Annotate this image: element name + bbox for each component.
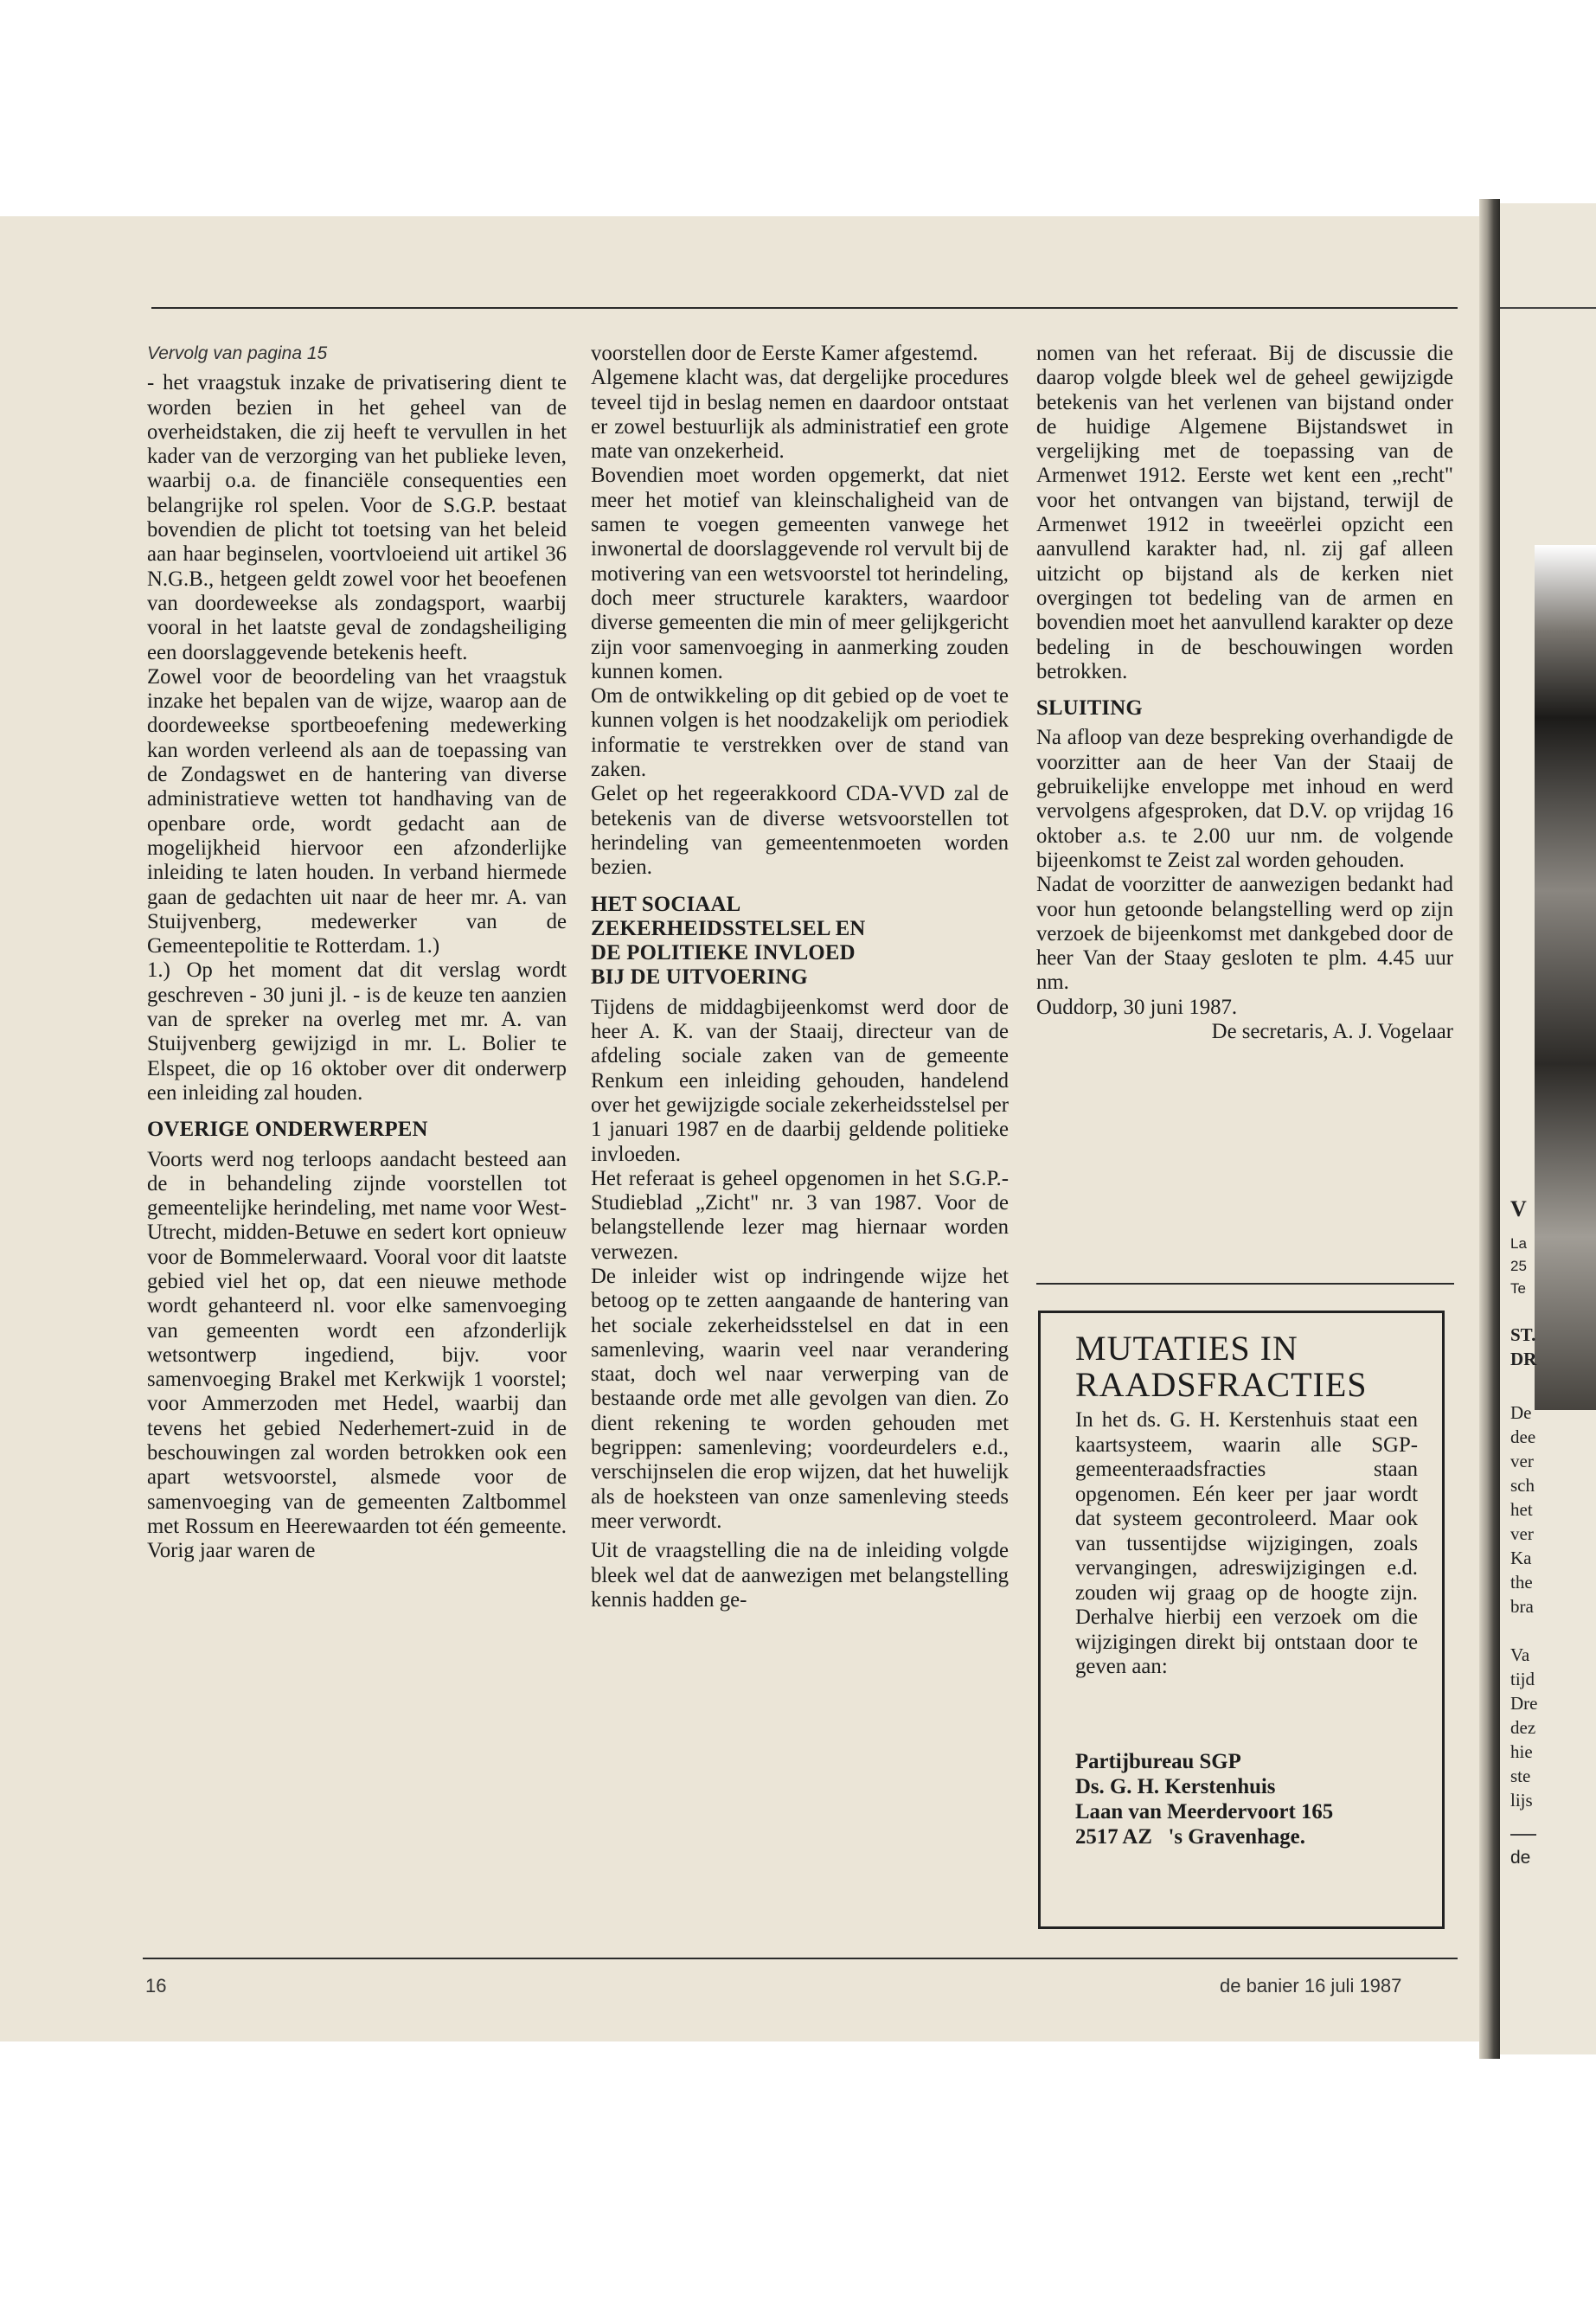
paragraph: - het vraagstuk inzake de privatisering dient te worden bezien in het geheel van de overheidstaken, die zij heeft te vervullen in het kader van de verzorging van het publieke leven, waarbij o.a. de financiële consequenties een belangrijke rol spelen. Voor de S.G.P. bestaat bovendien de plicht tot toetsing van het beleid aan haar beginselen, voortvloeiend uit artikel 36 N.G.B., hetgeen geldt zowel voor het beoefenen van doordeweekse als zondagsport, waarbij vooral in het laatste geval de zondagsheiliging een doorslaggevende betekenis heeft. <box>147 371 567 664</box>
adjacent-page-text: Va <box>1510 1644 1530 1665</box>
adjacent-page-rule <box>1500 307 1596 309</box>
adjacent-page-text: La <box>1510 1235 1527 1252</box>
paragraph: Het referaat is geheel opgenomen in het S.G.P.-Studieblad „Zicht" nr. 3 van 1987. Voor de belangstellende lezer mag hiernaar worden verwezen. <box>591 1166 1009 1264</box>
section-heading-line: ZEKERHEIDSSTELSEL EN <box>591 916 866 940</box>
adjacent-page-text: lijs <box>1510 1790 1533 1811</box>
adjacent-page-text: dee <box>1510 1426 1536 1447</box>
adjacent-page-text: dez <box>1510 1717 1536 1738</box>
column-3 <box>1036 342 1453 1044</box>
adjacent-page-text: the <box>1510 1572 1533 1593</box>
page-binding <box>1479 199 1500 2059</box>
paragraph: nomen van het referaat. Bij de discussie die daarop volgde bleek wel de geheel gewijzigde betekenis van het verlenen van bijstand onder de huidige Algemene Bijstandswet in vergelijking met de toepassing van de Armenwet 1912. Eerste wet kent een „recht" voor het ontvangen van bijstand, terwijl de Armenwet 1912 in tweeërlei opzicht een aanvullend karakter had, nl. zij gaf alleen uitzicht op bijstand als de kerken niet overgingen tot bedeling van de armen en bovendien moet het aanvullend karakter op deze bedeling in de beschouwingen worden betrokken. <box>1036 342 1453 683</box>
paragraph: De inleider wist op indringende wijze het betoog op te zetten aangaande de hantering van het sociale zekerheidsstelsel en dat in een samenleving, waarin veel naar verandering staat, doch wel naar verwerping van de bestaande orde met alle gevolgen van dien. Zo dient rekening te worden gehouden met begrippen: samenleving; voordeurdelers e.d., verschijnselen die erop wijzen, dat het huwelijk als de hoeksteen van onze samenleving steeds meer verwordt. <box>591 1264 1009 1533</box>
adjacent-page-text: de <box>1510 1848 1531 1868</box>
header-rule <box>151 307 1458 309</box>
section-heading: OVERIGE ONDERWERPEN <box>147 1118 428 1142</box>
issue-label: de banier 16 juli 1987 <box>1220 1975 1402 1997</box>
address-line: Laan van Meerdervoort 165 <box>1075 1799 1334 1823</box>
section-heading: SLUITING <box>1036 696 1143 721</box>
column-2 <box>591 342 1009 1612</box>
adjacent-page-text: Ka <box>1510 1548 1532 1568</box>
footer-rule <box>143 1958 1458 1959</box>
column-1 <box>147 342 567 1564</box>
address-line: Partijbureau SGP <box>1075 1749 1241 1773</box>
paragraph: Algemene klacht was, dat dergelijke procedures teveel tijd in beslag nemen en daardoor ontstaat er zowel bestuurlijk als administratief een grote mate van onzekerheid. <box>591 366 1009 464</box>
paragraph: Bovendien moet worden opgemerkt, dat niet meer het motief van kleinschaligheid van de samen te voegen gemeenten vanwege het inwonertal de doorslaggevende rol vervult bij de motivering van een wetsvoorstel tot herindeling, doch meer structurele karakters, waardoor diverse gemeenten die min of meer gelijkgericht zijn voor samenvoeging in aanmerking zouden kunnen komen. <box>591 464 1009 683</box>
paragraph: Om de ontwikkeling op dit gebied op de voet te kunnen volgen is het noodzakelijk om periodiek informatie te verstrekken over de stand van zaken. <box>591 684 1009 782</box>
adjacent-page-text: Dre <box>1510 1693 1538 1714</box>
notice-address <box>1075 1749 1418 1849</box>
adjacent-page-text: De <box>1510 1402 1532 1423</box>
adjacent-page-text: het <box>1510 1499 1533 1520</box>
continuation-note: Vervolg van pagina 15 <box>147 343 328 363</box>
paragraph: Tijdens de middagbijeenkomst werd door de heer A. K. van der Staaij, directeur van de afdeling sociale zaken van de gemeente Renkum een inleiding gehouden, handelend over het gewijzigde sociale zekerheidsstelsel per 1 januari 1987 en de daarbij geldende politieke invloeden. <box>591 995 1009 1166</box>
paragraph: Gelet op het regeerakkoord CDA-VVD zal de betekenis van de diverse wetsvoorstellen tot herindeling van gemeentenmoeten worden bezien. <box>591 782 1009 880</box>
adjacent-page-text: V <box>1510 1196 1527 1221</box>
adjacent-page-text: bra <box>1510 1596 1534 1617</box>
address-line: Ds. G. H. Kerstenhuis <box>1075 1774 1276 1798</box>
box-separator-rule <box>1036 1283 1454 1285</box>
notice-box <box>1038 1311 1445 1929</box>
address-line: 2517 AZ 's Gravenhage. <box>1075 1824 1305 1849</box>
notice-title <box>1075 1330 1418 1403</box>
section-heading-line: DE POLITIEKE INVLOED <box>591 941 856 965</box>
adjacent-page-text: ST. <box>1510 1324 1536 1345</box>
paragraph: voorstellen door de Eerste Kamer afgestemd. <box>591 342 978 365</box>
adjacent-page-text: DR <box>1510 1349 1537 1369</box>
signature: De secretaris, A. J. Vogelaar <box>1211 1020 1453 1044</box>
place-date: Ouddorp, 30 juni 1987. <box>1036 995 1238 1019</box>
adjacent-page-photo <box>1535 545 1596 1410</box>
notice-title-line: MUTATIES IN <box>1075 1329 1298 1368</box>
notice-text: In het ds. G. H. Kerstenhuis staat een kaartsysteem, waarin alle SGP-gemeenteraadsfracties staan opgenomen. Eén keer per jaar wordt dat systeem gecontroleerd. Maar ook van tussentijdse wijzigingen, zoals vervangingen, adreswijzigingen e.d. zouden wij graag op de hoogte zijn. Derhalve hierbij een verzoek om die wijzigingen direkt bij ontstaan door te geven aan: <box>1075 1408 1418 1678</box>
adjacent-page-text: Te <box>1510 1280 1526 1297</box>
paragraph: Zowel voor de beoordeling van het vraagstuk inzake het bepalen van de wijze, waarop aan de doordeweekse sportbeoefening medewerking kan worden verleend als aan de toepassing van de Zondagswet en de hantering van diverse administratieve wetten tot handhaving van de openbare orde, wordt gedacht aan de mogelijkheid hiervoor een afzonderlijke inleiding te laten houden. In verband hiermede gaan de gedachten uit naar de heer mr. A. van Stuijvenberg, medewerker van de Gemeentepolitie te Rotterdam. 1.) <box>147 664 567 958</box>
adjacent-page-fragment <box>1500 203 1596 2054</box>
notice-title-line: RAADSFRACTIES <box>1075 1365 1368 1404</box>
paragraph: Nadat de voorzitter de aanwezigen bedankt had voor hun getoonde belangstelling werd op zijn verzoek de bijeenkomst met dankgebed door de heer Van der Staay gesloten te plm. 4.45 uur nm. <box>1036 873 1453 995</box>
section-heading-line: HET SOCIAAL <box>591 892 741 916</box>
adjacent-page-text: sch <box>1510 1475 1535 1496</box>
adjacent-page-text: 25 <box>1510 1258 1527 1274</box>
footnote: 1.) Op het moment dat dit verslag wordt geschreven - 30 juni jl. - is de keuze ten aanzien van de spreker na overleg met mr. A. van Stuijvenberg gewijzigd in mr. L. Bolier te Elspeet, die op 16 oktober over dit onderwerp een inleiding zal houden. <box>147 958 567 1105</box>
adjacent-page-text: ste <box>1510 1766 1531 1786</box>
paragraph: Voorts werd nog terloops aandacht besteed aan de in behandeling zijnde voorstellen tot gemeentelijke herindeling, met name voor West-Utrecht, midden-Betuwe en sedert kort opnieuw voor de Bommelerwaard. Vooral voor dit laatste gebied viel het op, dat een nieuwe methode wordt gehanteerd nl. voor elke samenvoeging van gemeenten wordt een afzonderlijk wetsontwerp ingediend, bijv. voor samenvoeging Brakel met Kerkwijk 1 voorstel; voor Ammerzoden met Hedel, waarbij dan tevens het gebied Nederhemert-zuid in de beschouwingen zal worden betrokken ook een apart wetsvoorstel, alsmede voor de samenvoeging van de gemeenten Zaltbommel met Rossum en Heerewaarden tot één gemeente. Vorig jaar waren de <box>147 1147 567 1563</box>
page-number: 16 <box>145 1975 167 1997</box>
adjacent-page-text: ver <box>1510 1451 1534 1471</box>
paragraph: Uit de vraagstelling die na de inleiding volgde bleek wel dat de aanwezigen met belangstelling kennis hadden ge- <box>591 1539 1009 1612</box>
adjacent-page-text: tijd <box>1510 1669 1535 1689</box>
adjacent-page-rule <box>1510 1834 1536 1836</box>
section-heading <box>591 893 1009 990</box>
paragraph: Na afloop van deze bespreking overhandigde de voorzitter aan de heer Van der Staaij de gebruikelijke enveloppe met inhoud en werd vervolgens afgesproken, dat D.V. op vrijdag 16 oktober a.s. te 2.00 uur nm. de volgende bijeenkomst te Zeist zal worden gehouden. <box>1036 726 1453 872</box>
adjacent-page-text: hie <box>1510 1741 1533 1762</box>
adjacent-page-text: ver <box>1510 1523 1534 1544</box>
section-heading-line: BIJ DE UITVOERING <box>591 965 808 990</box>
